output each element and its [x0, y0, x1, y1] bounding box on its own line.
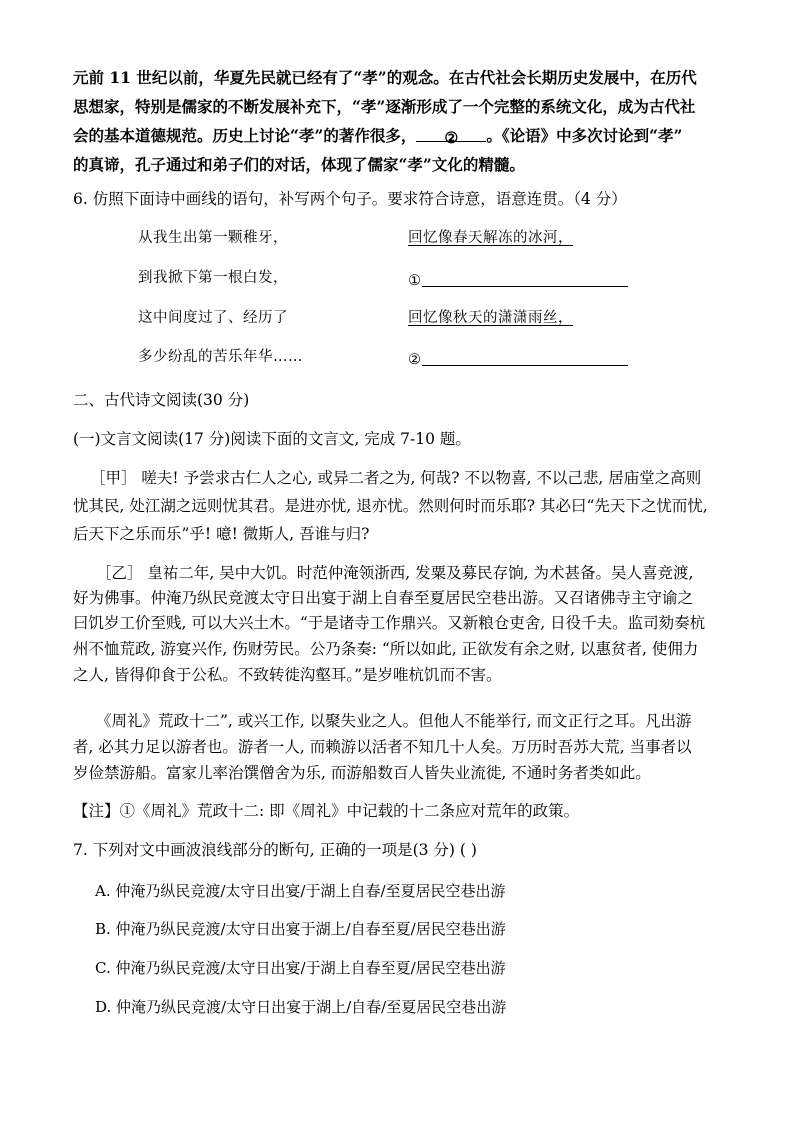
- section-heading: 二、古代诗文阅读(30 分): [73, 391, 250, 409]
- answer-line-1[interactable]: [422, 268, 628, 287]
- intro-line-4: 的真谛，孔子通过和弟子们的对话，体现了儒家“孝”文化的精髓。: [73, 155, 525, 174]
- zhouli-line-3: 岁俭禁游船。富家儿率治馔僧舍为乐, 而游船数百人皆失业流徙, 不通时务者类如此。: [73, 764, 651, 782]
- q7-option-c[interactable]: C. 仲淹乃纵民竞渡/太守日出宴/于湖上自春至夏/居民空巷出游: [95, 959, 506, 977]
- intro-line-3: [73, 121, 733, 150]
- poem-left-line-2: 到我掀下第一根白发，: [138, 270, 288, 286]
- answer-line-2[interactable]: [422, 347, 628, 366]
- blank-mark: ①: [408, 273, 422, 289]
- poem-blank-1[interactable]: [408, 268, 628, 291]
- blank-mark: ②: [408, 352, 422, 368]
- passage-yi-line-5: 之人, 皆得仰食于公私。不致转徙沟壑耳。”是岁唯杭饥而不害。: [73, 666, 502, 684]
- intro-line-2: 思想家，特别是儒家的不断发展补充下，“孝”逐渐形成了一个完整的系统文化，成为古代社: [73, 97, 696, 116]
- q7-option-d[interactable]: D. 仲淹乃纵民竞渡/太守日出宴于湖上/自春/至夏居民空巷出游: [95, 998, 507, 1016]
- poem-model-line-1: 回忆像春天解冻的冰河，: [408, 230, 573, 246]
- poem-left-line-3: 这中间度过了、经历了: [138, 310, 288, 326]
- passage-yi-line-3: 曰饥岁工价至贱, 可以大兴土木。“于是诸寺工作鼎兴。又新粮仓吏舍, 日役千夫。监司劾奏杭: [73, 614, 706, 632]
- intro-line-1: 元前 11 世纪以前，华夏先民就已经有了“孝”的观念。在古代社会长期历史发展中，在历代: [73, 68, 697, 87]
- footnote: 【注】①《周礼》荒政十二: 即《周礼》中记载的十二条应对荒年的政策。: [73, 802, 580, 820]
- blank-mark: ②: [444, 128, 459, 147]
- passage-jia-line-3: 后天下之乐而乐”乎! 噫! 微斯人, 吾谁与归?: [73, 525, 370, 543]
- q7-prompt: 7. 下列对文中画波浪线部分的断句, 正确的一项是(3 分) ( ): [73, 841, 477, 859]
- poem-model-line-2: 回忆像秋天的潇潇雨丝，: [408, 310, 573, 326]
- passage-yi-line-2: 好为佛事。仲淹乃纵民竞渡太守日出宴于湖上自春至夏居民空巷出游。又召诸佛寺主守谕之: [73, 589, 694, 607]
- passage-yi-line-4: 州不恤荒政, 游宴兴作, 伤财劳民。公乃条奏: “所以如此, 正欲发有余之财, 以惠贫者, 使佣力: [73, 640, 699, 658]
- q7-option-b[interactable]: B. 仲淹乃纵民竞渡/太守日出宴于湖上/自春至夏/居民空巷出游: [95, 920, 506, 938]
- passage-jia-line-2: 忧其民, 处江湖之远则忧其君。是进亦忧, 退亦忧。然则何时而乐耶? 其必曰“先天下之忧而忧,: [73, 497, 708, 515]
- q7-option-a[interactable]: A. 仲淹乃纵民竞渡/太守日出宴/于湖上自春/至夏居民空巷出游: [95, 882, 506, 900]
- passage-jia-line-1: ［甲］ 嗟夫! 予尝求古仁人之心, 或异二者之为, 何哉? 不以物喜, 不以己悲, 居庙堂之高则: [90, 469, 702, 487]
- answer-blank-2[interactable]: [416, 123, 486, 147]
- section-sub-heading: (一)文言文阅读(17 分)阅读下面的文言文, 完成 7-10 题。: [73, 430, 471, 448]
- poem-left-line-4: 多少纷乱的苦乐年华……: [138, 349, 303, 365]
- intro-line-3-tail: 。《论语》中多次讨论到“孝”: [486, 126, 683, 145]
- zhouli-line-1: 《周礼》荒政十二”, 或兴工作, 以聚失业之人。但他人不能举行, 而文正行之耳。凡出游: [96, 712, 692, 730]
- q6-prompt: 6. 仿照下面诗中画线的语句，补写两个句子。要求符合诗意，语意连贯。（4 分）: [73, 190, 627, 208]
- passage-yi-line-1: ［乙］ 皇祐二年, 吴中大饥。时范仲淹领浙西, 发粟及募民存饷, 为术甚备。吴人喜竞渡,: [96, 564, 694, 582]
- poem-left-line-1: 从我生出第一颗稚牙，: [138, 230, 288, 246]
- poem-blank-2[interactable]: [408, 347, 628, 370]
- intro-line-3-text: 会的基本道德规范。历史上讨论“孝”的著作很多，: [73, 126, 417, 145]
- zhouli-line-2: 者, 必其力足以游者也。游者一人, 而赖游以活者不知几十人矣。万历时吾苏大荒, 当事者以: [73, 738, 692, 756]
